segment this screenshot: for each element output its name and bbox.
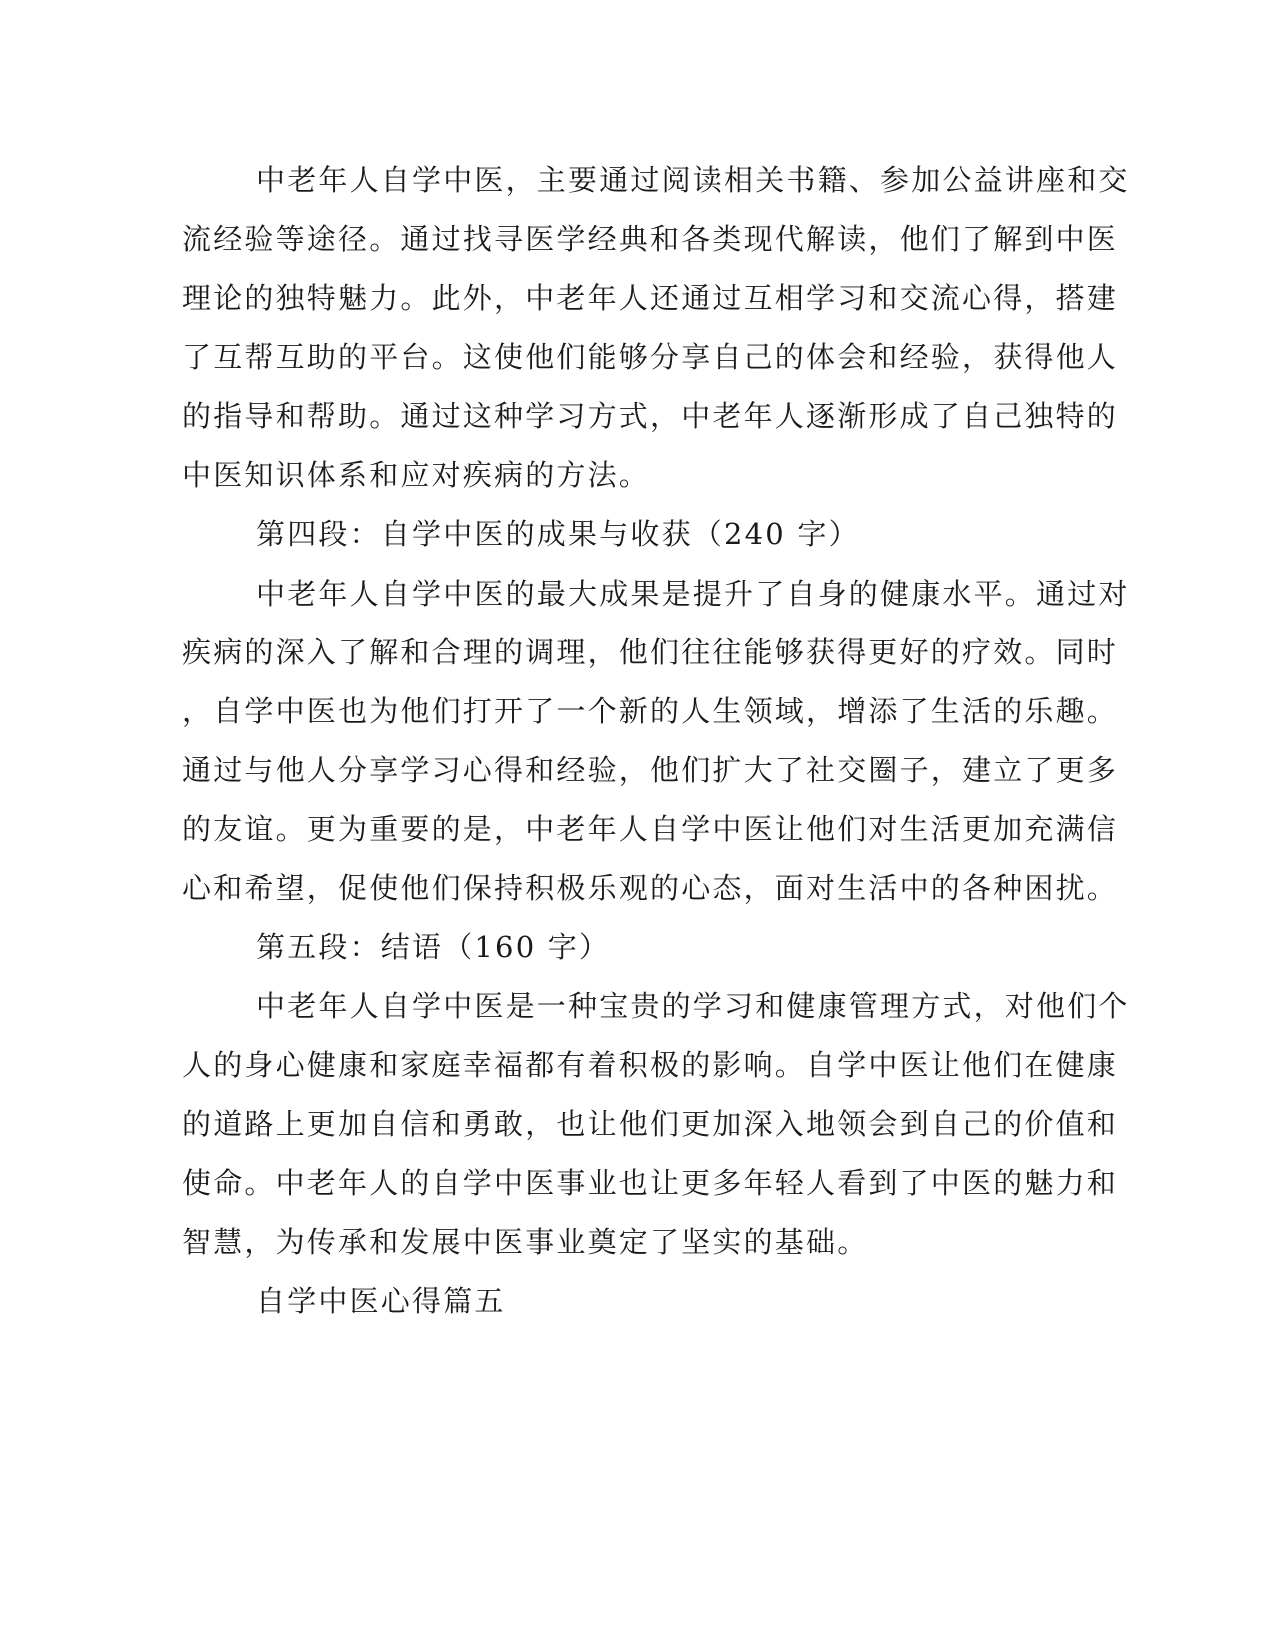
paragraph-4-line-4: 通过与他人分享学习心得和经验，他们扩大了社交圈子，建立了更多 (182, 753, 1119, 787)
article-title: 自学中医心得篇五 (256, 1284, 506, 1318)
paragraph-5-line-2: 人的身心健康和家庭幸福都有着积极的影响。自学中医让他们在健康 (182, 1048, 1119, 1082)
paragraph-4-line-1: 中老年人自学中医的最大成果是提升了自身的健康水平。通过对 (256, 577, 1130, 611)
paragraph-4-line-3: ，自学中医也为他们打开了一个新的人生领域，增添了生活的乐趣。 (182, 694, 1119, 728)
section-5-heading: 第五段：结语（160 字） (256, 930, 611, 964)
paragraph-4-line-6: 心和希望，促使他们保持积极乐观的心态，面对生活中的各种困扰。 (182, 871, 1119, 905)
paragraph-3-line-4: 了互帮互助的平台。这使他们能够分享自己的体会和经验，获得他人 (182, 340, 1119, 374)
section-4-heading: 第四段：自学中医的成果与收获（240 字） (256, 517, 860, 551)
paragraph-3-line-2: 流经验等途径。通过找寻医学经典和各类现代解读，他们了解到中医 (182, 222, 1119, 256)
paragraph-5-line-5: 智慧，为传承和发展中医事业奠定了坚实的基础。 (182, 1225, 869, 1259)
paragraph-4-line-2: 疾病的深入了解和合理的调理，他们往往能够获得更好的疗效。同时 (182, 635, 1119, 669)
paragraph-5-line-1: 中老年人自学中医是一种宝贵的学习和健康管理方式，对他们个 (256, 989, 1130, 1023)
paragraph-5-line-3: 的道路上更加自信和勇敢，也让他们更加深入地领会到自己的价值和 (182, 1107, 1119, 1141)
paragraph-3-line-5: 的指导和帮助。通过这种学习方式，中老年人逐渐形成了自己独特的 (182, 399, 1119, 433)
paragraph-3-line-1: 中老年人自学中医，主要通过阅读相关书籍、参加公益讲座和交 (256, 163, 1130, 197)
paragraph-3-line-3: 理论的独特魅力。此外，中老年人还通过互相学习和交流心得，搭建 (182, 281, 1119, 315)
paragraph-3-line-6: 中医知识体系和应对疾病的方法。 (182, 458, 651, 492)
paragraph-4-line-5: 的友谊。更为重要的是，中老年人自学中医让他们对生活更加充满信 (182, 812, 1119, 846)
paragraph-5-line-4: 使命。中老年人的自学中医事业也让更多年轻人看到了中医的魅力和 (182, 1166, 1119, 1200)
